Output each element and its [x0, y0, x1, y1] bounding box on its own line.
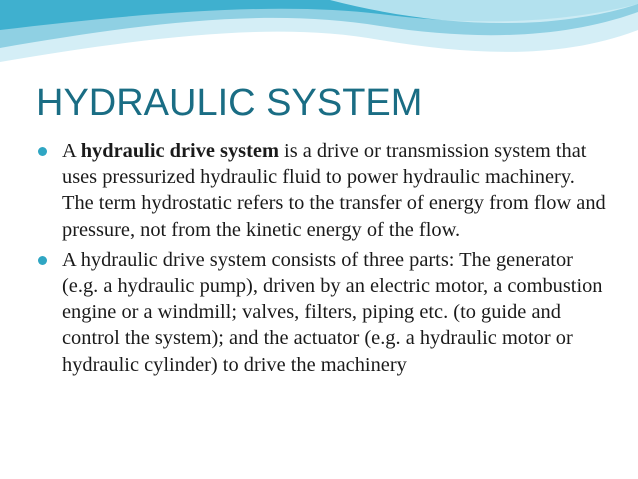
bullet-text: is a drive or transmission system that uses pressurized hydraulic fluid to power hydraulic machinery. The term hydrostatic refers to the transfer of energy from flow and pressure, not from the kinetic energy of the flow.: [62, 140, 606, 241]
header-wave-decoration: [0, 0, 638, 90]
bullet-dot-icon: [38, 147, 47, 156]
bullet-item-definition: [36, 138, 606, 243]
bullet-dot-icon: [38, 256, 47, 265]
bullet-prefix: A: [62, 140, 81, 162]
bullet-list: [36, 138, 606, 382]
bullet-bold-term: hydraulic drive system: [80, 140, 279, 162]
bullet-item-components: [36, 247, 606, 378]
bullet-text: A hydraulic drive system consists of three parts: The generator (e.g. a hydraulic pump), driven by an electric motor, a combustion engine or a windmill; valves, filters, piping etc. (to guide and control the system); and the actuator (e.g. a hydraulic motor or hydraulic cylinder) to drive the machinery: [62, 248, 603, 376]
slide-title: HYDRAULIC SYSTEM: [36, 82, 423, 124]
